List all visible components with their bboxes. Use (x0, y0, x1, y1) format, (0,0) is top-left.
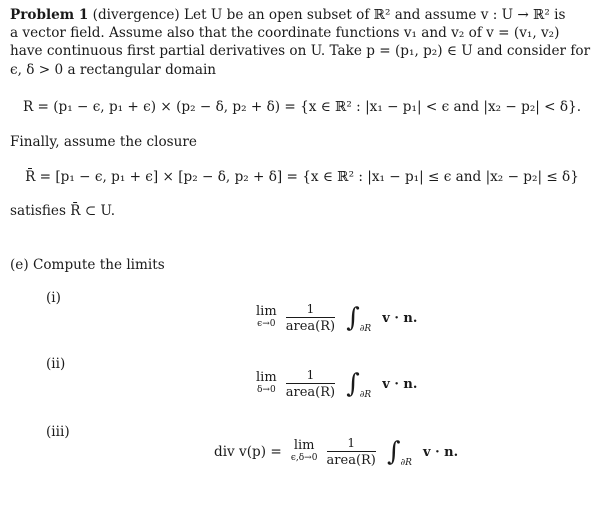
integrand: v · n. (423, 444, 459, 460)
statement-line-4: ϵ, δ > 0 a rectangular domain (10, 61, 217, 78)
integral-sign: ∫ (386, 437, 401, 467)
statement-line-2: a vector field. Assume also that the coordinate functions v₁ and v₂ of v = (v₁, v₂) (10, 25, 560, 42)
equation-rectangle-open: R = (p₁ − ϵ, p₁ + ϵ) × (p₂ − δ, p₂ + δ) = {x ∈ ℝ² : |x₁ − p₁| < ϵ and |x₂ − p₂| < δ}. (22, 99, 582, 115)
divergence-prefix: div v(p) = (214, 444, 282, 460)
item-i-label: (i) (46, 290, 61, 306)
finally-text: Finally, assume the closure (10, 134, 197, 150)
fraction: $\frac{1}{\text{area(R)}}$ (285, 368, 336, 400)
limit-operator: lim δ→0 (256, 370, 277, 395)
integral-domain: ∂R (359, 389, 372, 400)
part-e-heading: (e) Compute the limits (10, 257, 165, 273)
item-ii-label: (ii) (46, 356, 66, 372)
fraction: $\frac{1}{\text{area(R)}}$ (326, 436, 376, 468)
equation-rectangle-closure: R̄ = [p₁ − ϵ, p₁ + ϵ] × [p₂ − δ, p₂ + δ] = {x ∈ ℝ² : |x₁ − p₁| ≤ ϵ and |x₂ − p₂| ≤ δ} (25, 169, 579, 185)
problem-statement (10, 6, 596, 79)
item-iii-label: (iii) (46, 424, 70, 440)
integral-domain: ∂R (359, 323, 372, 334)
statement-line-3: have continuous first partial derivatives on U. Take p = (p₁, p₂) ∈ U and consider for (10, 43, 591, 60)
integral-domain: ∂R (400, 457, 412, 468)
limit-expression-i (256, 302, 417, 334)
limit-operator: lim ϵ→0 (256, 304, 277, 329)
limit-expression-iii (214, 436, 458, 468)
problem-title: Problem 1 (10, 7, 89, 23)
limit-expression-ii (256, 368, 417, 400)
satisfies-text: satisfies R̄ ⊂ U. (10, 203, 116, 219)
fraction: $\frac{1}{\text{area(R)}}$ (285, 302, 336, 334)
integrand: v · n. (382, 310, 418, 326)
integral-sign: ∫ (346, 369, 360, 399)
statement-line-1-text: (divergence) Let U be an open subset of ℝ² and assume v : U → ℝ² is (92, 7, 566, 23)
integrand: v · n. (382, 376, 418, 392)
integral-sign: ∫ (346, 303, 360, 333)
statement-line-1 (10, 6, 596, 24)
limit-operator: lim ϵ,δ→0 (290, 438, 318, 463)
